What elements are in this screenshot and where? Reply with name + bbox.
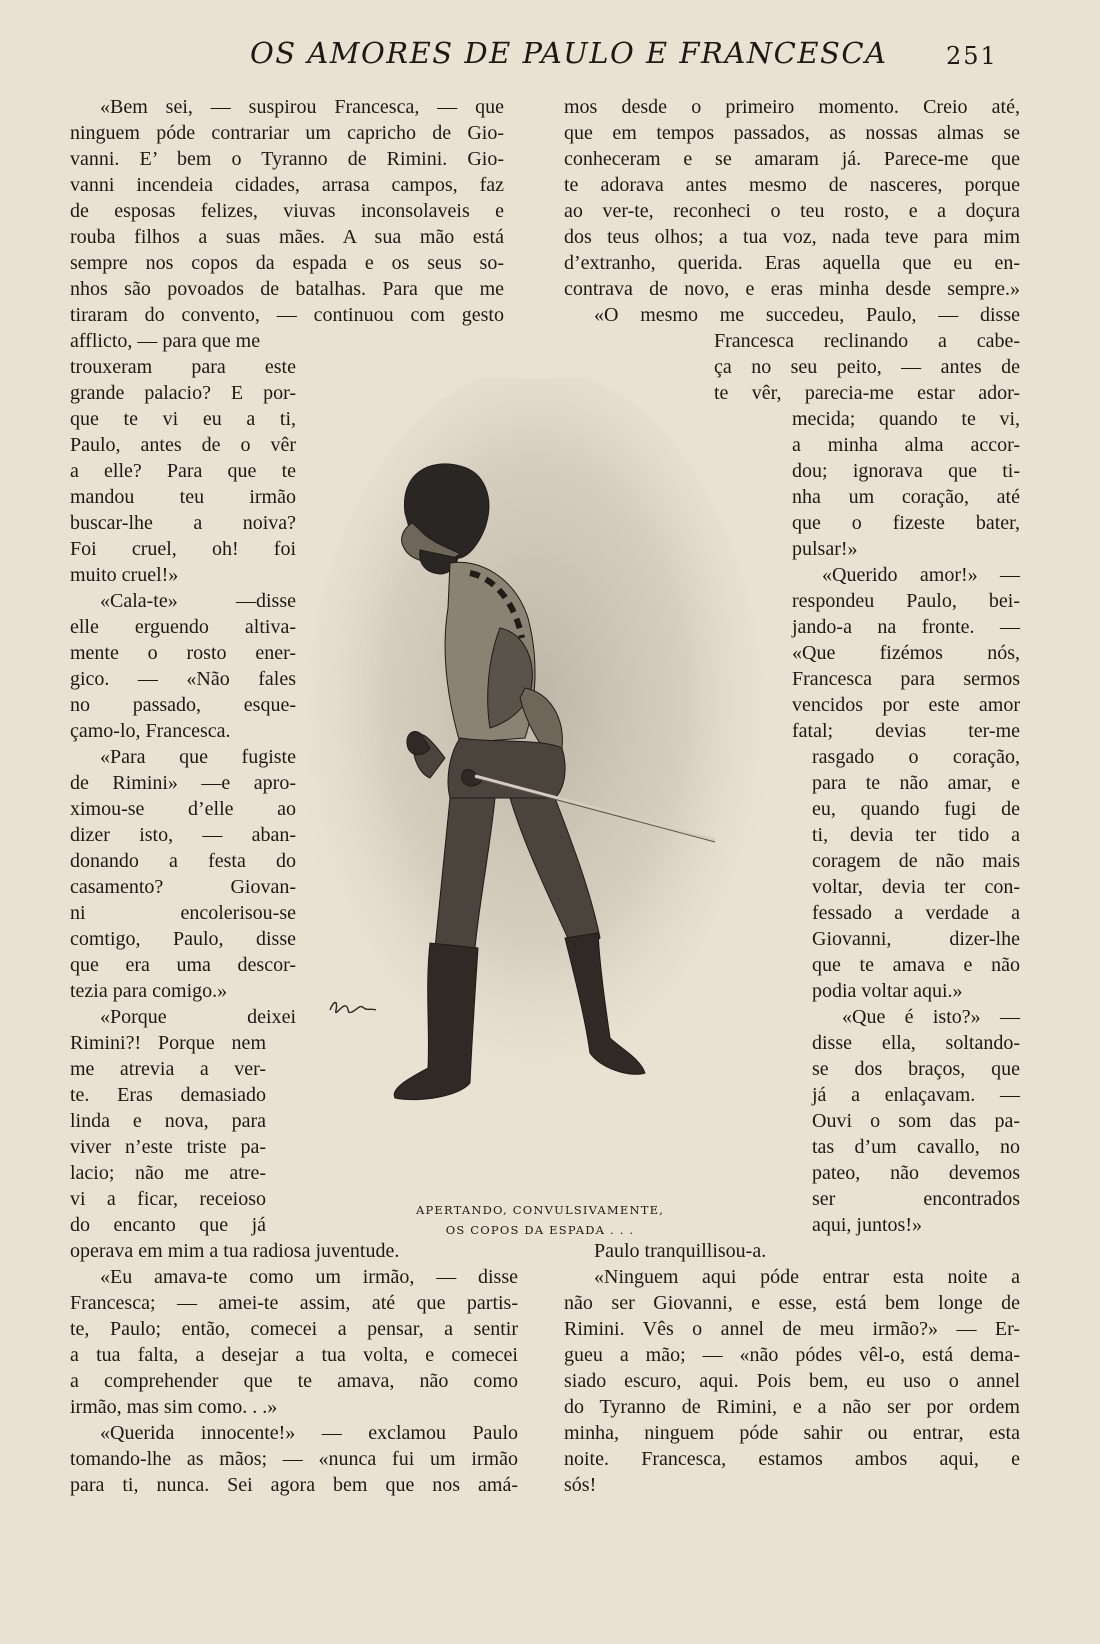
text-line: Giovanni, dizer-lhe xyxy=(812,928,1020,950)
text-line: vi a ficar, receioso xyxy=(70,1188,266,1210)
text-line: me atrevia a ver- xyxy=(70,1058,266,1080)
text-line: nhos são povoados de batalhas. Para que me xyxy=(70,278,504,300)
text-line: voltar, devia ter con- xyxy=(812,876,1020,898)
text-line: mandou teu irmão xyxy=(70,486,296,508)
text-line: casamento? Giovan- xyxy=(70,876,296,898)
text-line: que em tempos passados, as nossas almas se xyxy=(564,122,1020,144)
text-line: ni encolerisou-se xyxy=(70,902,296,924)
text-line: lacio; não me atre- xyxy=(70,1162,266,1184)
text-line: te. Eras demasiado xyxy=(70,1084,266,1106)
text-line: «O mesmo me succedeu, Paulo, — disse xyxy=(594,304,1020,326)
text-line: «Cala-te» —disse xyxy=(100,590,296,612)
text-line: não ser Giovanni, e esse, está bem longe de xyxy=(564,1292,1020,1314)
text-line: siado escuro, aqui. Pois bem, eu uso o annel xyxy=(564,1370,1020,1392)
text-line: tiraram do convento, — continuou com gesto xyxy=(70,304,504,326)
text-line: que era uma descor- xyxy=(70,954,296,976)
text-line: eu, quando fugi de xyxy=(812,798,1020,820)
caption-line: APERTANDO, CONVULSIVAMENTE, xyxy=(415,1203,665,1217)
text-line: rouba filhos a suas mães. A sua mão está xyxy=(70,226,504,248)
illustration-knight-with-sword xyxy=(300,378,770,1118)
text-line: dizer isto, — aban- xyxy=(70,824,296,846)
text-line: «Querido amor!» — xyxy=(822,564,1020,586)
text-line: buscar-lhe a noiva? xyxy=(70,512,296,534)
text-line: mente o rosto ener- xyxy=(70,642,296,664)
text-line: donando a festa do xyxy=(70,850,296,872)
text-line: podia voltar aqui.» xyxy=(812,980,963,1002)
figure-caption xyxy=(370,1200,710,1240)
text-line: para te não amar, e xyxy=(812,772,1020,794)
text-line: sempre nos copos da espada e os seus so- xyxy=(70,252,504,274)
text-line: Francesca para sermos xyxy=(792,668,1020,690)
text-line: Rimini. Vês o annel de meu irmão?» — Er- xyxy=(564,1318,1020,1340)
text-line: rasgado o coração, xyxy=(812,746,1020,768)
text-line: «Bem sei, — suspirou Francesca, — que xyxy=(100,96,504,118)
text-line: muito cruel!» xyxy=(70,564,179,586)
text-line: «Que é isto?» — xyxy=(842,1006,1020,1028)
text-line: ti, devia ter tido a xyxy=(812,824,1020,846)
text-line: vanni. E’ bem o Tyranno de Rimini. Gio- xyxy=(70,148,504,170)
text-line: pulsar!» xyxy=(792,538,858,560)
text-line: tomando-lhe as mãos; — «nunca fui um irmão xyxy=(70,1448,518,1470)
text-line: que o fizeste bater, xyxy=(792,512,1020,534)
text-line: no passado, esque- xyxy=(70,694,296,716)
text-line: ximou-se d’elle ao xyxy=(70,798,296,820)
text-line: «Porque deixei xyxy=(100,1006,296,1028)
text-line: çamo-lo, Francesca. xyxy=(70,720,231,742)
text-line: já a enlaçavam. — xyxy=(812,1084,1020,1106)
text-line: «Eu amava-te como um irmão, — disse xyxy=(100,1266,518,1288)
text-line: viver n’este triste pa- xyxy=(70,1136,266,1158)
running-title: OS AMORES DE PAULO E FRANCESCA xyxy=(250,36,888,70)
text-line: a minha alma accor- xyxy=(792,434,1020,456)
text-line: gueu a mão; — «não pódes vêl-o, está dema- xyxy=(564,1344,1020,1366)
text-line: coragem de não mais xyxy=(812,850,1020,872)
text-line: nha um coração, até xyxy=(792,486,1020,508)
text-line: afflicto, — para que me xyxy=(70,330,261,352)
text-line: disse ella, soltando- xyxy=(812,1032,1020,1054)
text-line: aqui, juntos!» xyxy=(812,1214,922,1236)
text-line: linda e nova, para xyxy=(70,1110,266,1132)
text-line: elle erguendo altiva- xyxy=(70,616,296,638)
text-line: do encanto que já xyxy=(70,1214,266,1236)
text-line: do Tyranno de Rimini, e a não ser por ordem xyxy=(564,1396,1020,1418)
text-line: jando-a na fronte. — xyxy=(792,616,1020,638)
text-line: minha, ninguem póde sahir ou entrar, esta xyxy=(564,1422,1020,1444)
text-line: d’extranho, querida. Eras aquella que eu en- xyxy=(564,252,1020,274)
text-line: operava em mim a tua radiosa juventude. xyxy=(70,1240,400,1262)
text-line: vencidos por este amor xyxy=(792,694,1020,716)
text-line: «Para que fugiste xyxy=(100,746,296,768)
text-line: de Rimini» —e apro- xyxy=(70,772,296,794)
text-line: ser encontrados xyxy=(812,1188,1020,1210)
text-line: de esposas felizes, viuvas inconsolaveis e xyxy=(70,200,504,222)
text-line: «Querida innocente!» — exclamou Paulo xyxy=(100,1422,518,1444)
text-line: Foi cruel, oh! foi xyxy=(70,538,296,560)
text-line: contrava de novo, e eras minha desde sempre.» xyxy=(564,278,1020,300)
text-line: Francesca reclinando a cabe- xyxy=(714,330,1020,352)
text-line: grande palacio? E por- xyxy=(70,382,296,404)
text-line: a comprehender que te amava, não como xyxy=(70,1370,518,1392)
text-line: conheceram e se amaram já. Parece-me que xyxy=(564,148,1020,170)
text-line: a tua falta, a desejar a tua volta, e comecei xyxy=(70,1344,518,1366)
text-line: ninguem póde contrariar um capricho de Gio- xyxy=(70,122,504,144)
text-line: ao ver-te, reconheci o teu rosto, e a doçura xyxy=(564,200,1020,222)
text-line: trouxeram para este xyxy=(70,356,296,378)
text-line: dou; ignorava que ti- xyxy=(792,460,1020,482)
text-line: se dos braços, que xyxy=(812,1058,1020,1080)
artist-signature xyxy=(330,1003,376,1013)
text-line: te adorava antes mesmo de nasceres, porque xyxy=(564,174,1020,196)
caption-line: OS COPOS DA ESPADA . . . xyxy=(445,1223,635,1237)
text-line: Paulo, antes de o vêr xyxy=(70,434,296,456)
text-line: Paulo tranquillisou-a. xyxy=(594,1240,767,1262)
text-line: dos teus olhos; a tua voz, nada teve para mim xyxy=(564,226,1020,248)
text-line: Rimini?! Porque nem xyxy=(70,1032,266,1054)
text-line: fessado a verdade a xyxy=(812,902,1020,924)
text-line: sós! xyxy=(564,1474,597,1496)
text-line: irmão, mas sim como. . .» xyxy=(70,1396,278,1418)
text-line: vanni incendeia cidades, arrasa campos, faz xyxy=(70,174,504,196)
running-header xyxy=(0,30,1100,80)
text-line: para ti, nunca. Sei agora bem que nos amá- xyxy=(70,1474,518,1496)
text-line: «Ninguem aqui póde entrar esta noite a xyxy=(594,1266,1020,1288)
text-line: mecida; quando te vi, xyxy=(792,408,1020,430)
text-line: tezia para comigo.» xyxy=(70,980,228,1002)
text-line: mos desde o primeiro momento. Creio até, xyxy=(564,96,1020,118)
text-line: te, Paulo; então, comecei a pensar, a sentir xyxy=(70,1318,518,1340)
text-line: te vêr, parecia-me estar ador- xyxy=(714,382,1020,404)
text-line: «Que fizémos nós, xyxy=(792,642,1020,664)
text-line: respondeu Paulo, bei- xyxy=(792,590,1020,612)
text-line: tas d’um cavallo, no xyxy=(812,1136,1020,1158)
text-line: comtigo, Paulo, disse xyxy=(70,928,296,950)
text-line: Francesca; — amei-te assim, até que partis- xyxy=(70,1292,518,1314)
text-line: a elle? Para que te xyxy=(70,460,296,482)
text-line: ça no seu peito, — antes de xyxy=(714,356,1020,378)
page-number: 251 xyxy=(946,42,998,70)
text-line: noite. Francesca, estamos ambos aqui, e xyxy=(564,1448,1020,1470)
text-line: Ouvi o som das pa- xyxy=(812,1110,1020,1132)
text-line: pateo, não devemos xyxy=(812,1162,1020,1184)
text-line: que te amava e não xyxy=(812,954,1020,976)
text-line: gico. — «Não fales xyxy=(70,668,296,690)
text-line: fatal; devias ter-me xyxy=(792,720,1020,742)
text-line: que te vi eu a ti, xyxy=(70,408,296,430)
